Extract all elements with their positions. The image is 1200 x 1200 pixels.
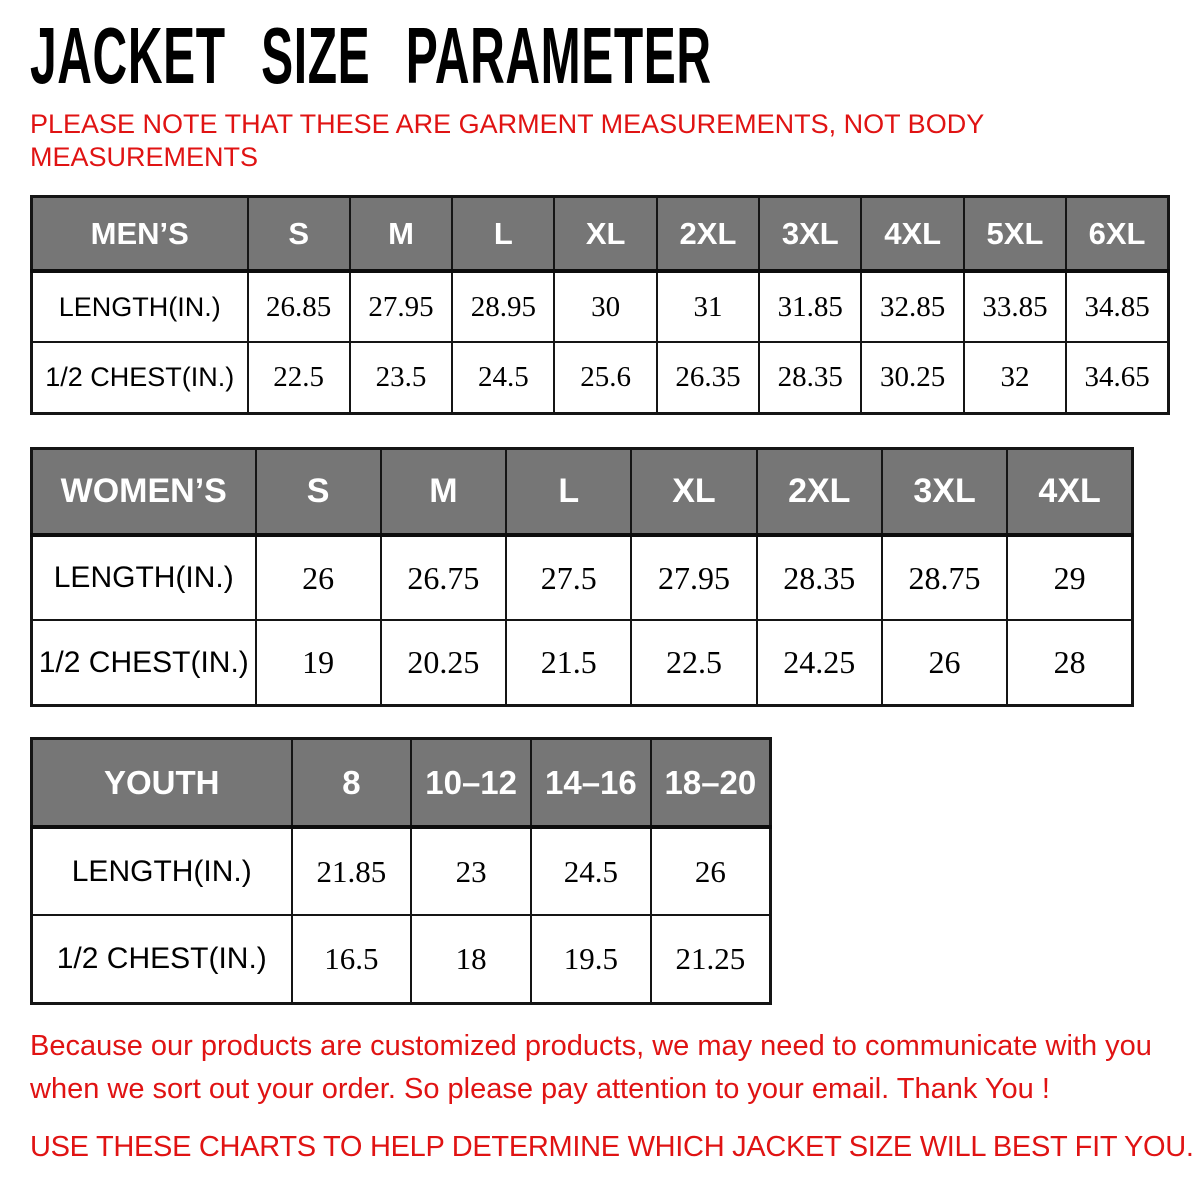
- youth-header-row: [32, 738, 771, 827]
- size-value-cell: 26: [651, 827, 771, 915]
- size-value-cell: 19.5: [531, 915, 651, 1003]
- womens-header-row: [32, 448, 1133, 535]
- size-value-cell: 31: [657, 271, 759, 342]
- row-label-cell: LENGTH(IN.): [32, 535, 256, 620]
- youth-chest-row: [32, 915, 771, 1003]
- note-line-2: MEASUREMENTS: [30, 142, 259, 173]
- size-value-cell: 27.5: [506, 535, 631, 620]
- size-value-cell: 24.5: [452, 342, 554, 413]
- size-col-header: 3XL: [759, 196, 861, 271]
- size-value-cell: 27.95: [631, 535, 756, 620]
- size-value-cell: 32.85: [861, 271, 963, 342]
- size-value-cell: 34.65: [1066, 342, 1168, 413]
- size-col-header: 2XL: [657, 196, 759, 271]
- size-col-header: XL: [631, 448, 756, 535]
- customization-notice-line1: Because our products are customized products, we may need to communicate with you: [30, 1029, 1152, 1062]
- garment-measurements-note: [30, 108, 1170, 175]
- size-value-cell: 16.5: [292, 915, 412, 1003]
- size-col-header: 6XL: [1066, 196, 1168, 271]
- size-value-cell: 23: [411, 827, 531, 915]
- size-col-header: 5XL: [964, 196, 1066, 271]
- size-col-header: M: [381, 448, 506, 535]
- row-label-cell: 1/2 CHEST(IN.): [32, 620, 256, 705]
- size-value-cell: 21.25: [651, 915, 771, 1003]
- womens-length-row: [32, 535, 1133, 620]
- size-value-cell: 19: [256, 620, 381, 705]
- size-value-cell: 29: [1007, 535, 1132, 620]
- size-value-cell: 24.5: [531, 827, 651, 915]
- mens-chest-row: [32, 342, 1169, 413]
- size-value-cell: 31.85: [759, 271, 861, 342]
- size-value-cell: 34.85: [1066, 271, 1168, 342]
- size-col-header: 4XL: [1007, 448, 1132, 535]
- size-col-header: 8: [292, 738, 412, 827]
- row-label-cell: LENGTH(IN.): [32, 827, 292, 915]
- size-col-header: 4XL: [861, 196, 963, 271]
- mens-length-row: [32, 271, 1169, 342]
- size-value-cell: 21.85: [292, 827, 412, 915]
- youth-length-row: [32, 827, 771, 915]
- size-value-cell: 28.95: [452, 271, 554, 342]
- size-col-header: 2XL: [757, 448, 882, 535]
- womens-size-table: [30, 447, 1134, 707]
- size-value-cell: 28.35: [759, 342, 861, 413]
- size-col-header: L: [452, 196, 554, 271]
- row-label-cell: LENGTH(IN.): [32, 271, 248, 342]
- youth-table-title-cell: YOUTH: [32, 738, 292, 827]
- size-col-header: 3XL: [882, 448, 1007, 535]
- size-value-cell: 25.6: [554, 342, 656, 413]
- size-value-cell: 18: [411, 915, 531, 1003]
- size-col-header: L: [506, 448, 631, 535]
- size-value-cell: 20.25: [381, 620, 506, 705]
- customization-notice-line2: when we sort out your order. So please pay attention to your email. Thank You !: [30, 1072, 1050, 1105]
- size-col-header: XL: [554, 196, 656, 271]
- mens-header-row: [32, 196, 1169, 271]
- size-value-cell: 27.95: [350, 271, 452, 342]
- youth-size-table: [30, 737, 772, 1005]
- size-value-cell: 26: [882, 620, 1007, 705]
- womens-table-title-cell: WOMEN’S: [32, 448, 256, 535]
- chart-usage-hint: USE THESE CHARTS TO HELP DETERMINE WHICH JACKET SIZE WILL BEST FIT YOU.: [30, 1130, 1194, 1163]
- size-value-cell: 24.25: [757, 620, 882, 705]
- size-value-cell: 23.5: [350, 342, 452, 413]
- size-value-cell: 33.85: [964, 271, 1066, 342]
- size-value-cell: 30: [554, 271, 656, 342]
- size-value-cell: 28.35: [757, 535, 882, 620]
- row-label-cell: 1/2 CHEST(IN.): [32, 342, 248, 413]
- size-value-cell: 28.75: [882, 535, 1007, 620]
- page-title: JACKET SIZE PARAMETER: [30, 11, 712, 100]
- size-value-cell: 22.5: [631, 620, 756, 705]
- size-col-header: 18–20: [651, 738, 771, 827]
- size-value-cell: 22.5: [248, 342, 350, 413]
- row-label-cell: 1/2 CHEST(IN.): [32, 915, 292, 1003]
- customization-notice: [30, 1025, 1170, 1111]
- size-col-header: 10–12: [411, 738, 531, 827]
- size-value-cell: 30.25: [861, 342, 963, 413]
- mens-size-table: [30, 195, 1170, 415]
- size-col-header: S: [248, 196, 350, 271]
- size-col-header: S: [256, 448, 381, 535]
- size-col-header: M: [350, 196, 452, 271]
- size-value-cell: 32: [964, 342, 1066, 413]
- size-value-cell: 26.75: [381, 535, 506, 620]
- size-value-cell: 26: [256, 535, 381, 620]
- womens-chest-row: [32, 620, 1133, 705]
- size-value-cell: 21.5: [506, 620, 631, 705]
- note-line-1: PLEASE NOTE THAT THESE ARE GARMENT MEASUREMENTS, NOT BODY: [30, 109, 985, 139]
- size-value-cell: 28: [1007, 620, 1132, 705]
- mens-table-title-cell: MEN’S: [32, 196, 248, 271]
- size-value-cell: 26.85: [248, 271, 350, 342]
- size-col-header: 14–16: [531, 738, 651, 827]
- size-value-cell: 26.35: [657, 342, 759, 413]
